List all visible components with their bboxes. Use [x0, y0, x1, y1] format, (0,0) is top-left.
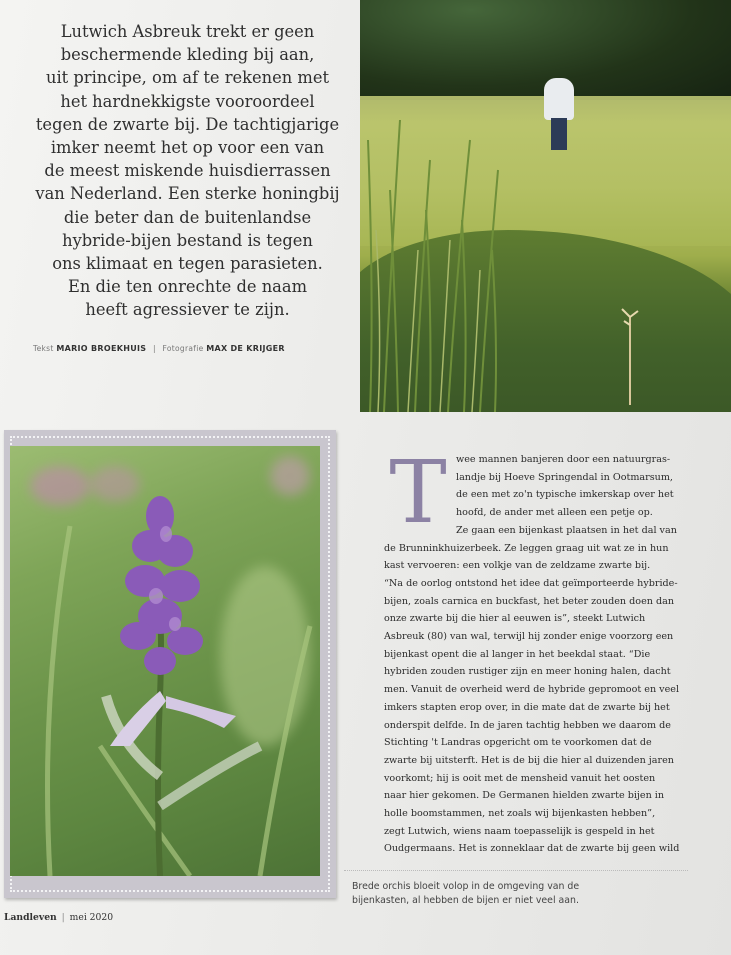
- article-line: imkers stapten erop over, in die mate dat de zwarte bij het: [384, 701, 670, 713]
- intro-text: [20, 20, 355, 322]
- credit-separator: |: [153, 344, 156, 353]
- article-line: Stichting 't Landras opgericht om te voorkomen dat de: [384, 737, 652, 749]
- credit-text-author: MARIO BROEKHUIS: [56, 344, 147, 353]
- caption-divider: [344, 870, 688, 871]
- article-line: bijen, zoals carnica en buckfast, het beter zouden doen dan: [384, 595, 675, 607]
- intro-line: ons klimaat en tegen parasieten.: [52, 254, 323, 274]
- article-body: [384, 443, 692, 858]
- article-line: hoofd, de ander met alleen een petje op.: [456, 507, 653, 519]
- footer-separator: |: [61, 912, 65, 923]
- article-line: Ze gaan een bijenkast plaatsen in het dal van: [456, 524, 677, 536]
- article-line: zegt Lutwich, wiens naam toepasselijk is gespeld in het: [384, 825, 655, 837]
- article-line: hybriden zouden rustiger zijn en meer honing halen, dacht: [384, 666, 671, 678]
- article-line: wee mannen banjeren door een natuurgras-: [456, 454, 671, 465]
- caption-line: Brede orchis bloeit volop in de omgeving van de: [352, 881, 580, 892]
- meadow-photo: [360, 0, 731, 412]
- flower-stalk-illustration: [618, 305, 642, 405]
- issue-date: mei 2020: [69, 912, 114, 923]
- article-line: bijenkast opent die al langer in het beekdal staat. “Die: [384, 648, 651, 660]
- article-line: de een met zo'n typische imkerskap over het: [456, 489, 674, 501]
- intro-line: hybride-bijen bestand is tegen: [62, 230, 313, 250]
- intro-line: heeft agressiever te zijn.: [85, 300, 290, 320]
- intro-line: En die ten onrechte de naam: [67, 277, 308, 297]
- reeds-illustration: [360, 100, 510, 412]
- credit-photo-author: MAX DE KRIJGER: [206, 344, 285, 353]
- intro-line: Lutwich Asbreuk trekt er geen: [60, 22, 315, 41]
- credit-photo-label: Fotografie: [162, 344, 204, 353]
- credits: [33, 344, 285, 353]
- orchid-illustration: [10, 446, 320, 876]
- article-line: voorkomt; hij is ooit met de mensheid vanuit het oosten: [384, 772, 656, 784]
- beekeeper-legs: [551, 118, 567, 150]
- article-line: onze zwarte bij die hier al eeuwen is”, steekt Lutwich: [384, 613, 646, 625]
- intro-line: imker neemt het op voor een van: [50, 138, 325, 158]
- article-line: landje bij Hoeve Springendal in Ootmarsum,: [456, 471, 673, 483]
- photo-caption: [352, 880, 652, 908]
- article-line: Asbreuk (80) van wal, terwijl hij zonder enige voorzorg een: [384, 631, 674, 643]
- magazine-name: Landleven: [4, 912, 57, 923]
- credit-text-label: Tekst: [33, 344, 54, 353]
- intro-line: uit principe, om af te rekenen met: [45, 68, 330, 88]
- article-line: Oudgermaans. Het is zonneklaar dat de zwarte bij geen wild: [384, 843, 680, 855]
- article-line: “Na de oorlog ontstond het idee dat geïmporteerde hybride-: [384, 577, 678, 589]
- intro-line: beschermende kleding bij aan,: [60, 45, 315, 65]
- beekeeper-figure: [544, 78, 574, 120]
- caption-line: bijenkasten, al hebben de bijen er niet veel aan.: [352, 895, 579, 906]
- article-line: kast vervoeren: een volkje van de zeldzame zwarte bij.: [384, 560, 651, 572]
- article-line: naar hier gekomen. De Germanen hielden zwarte bijen in: [384, 790, 665, 802]
- article-line: onderspit delfde. In de jaren tachtig hebben we daarom de: [384, 719, 671, 731]
- intro-line: het hardnekkigste vooroordeel: [60, 91, 315, 111]
- intro-line: tegen de zwarte bij. De tachtigjarige: [35, 114, 340, 134]
- intro-line: die beter dan de buitenlandse: [63, 207, 312, 227]
- article-line: zwarte bij uitsterft. Het is de bij die hier al duizenden jaren: [384, 754, 674, 766]
- article-line: de Brunninkhuizerbeek. Ze leggen graag uit wat ze in hun: [384, 542, 669, 554]
- orchid-photo: [10, 446, 320, 876]
- article-line: men. Vanuit de overheid werd de hybride gepromoot en veel: [384, 684, 680, 696]
- drop-cap: T: [389, 443, 447, 543]
- article-line: holle boomstammen, net zoals wij bijenkasten hebben”,: [384, 808, 656, 820]
- page-footer: [4, 912, 113, 923]
- intro-line: de meest miskende huisdierrassen: [44, 161, 331, 181]
- intro-line: van Nederland. Een sterke honingbij: [35, 184, 340, 204]
